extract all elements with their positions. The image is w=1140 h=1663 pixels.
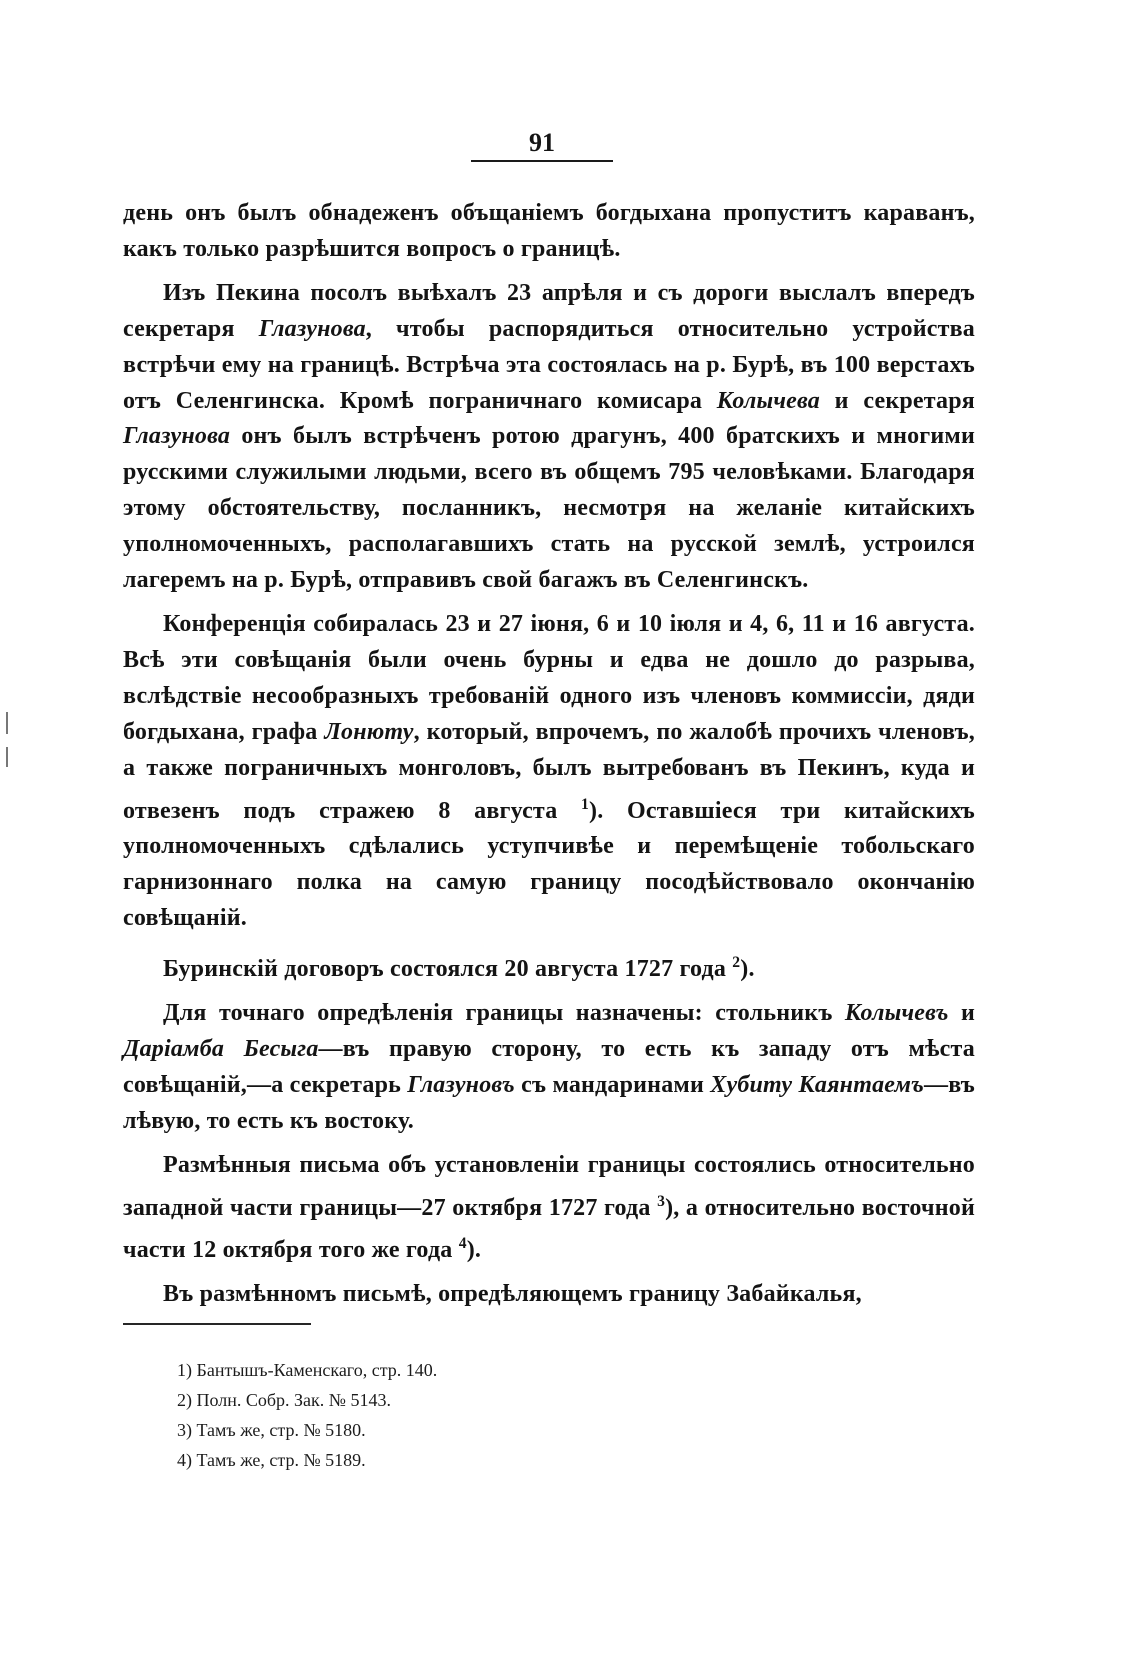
paragraph-6 [123, 1148, 975, 1270]
italic-name: Даріамба Бесыга [123, 1035, 319, 1062]
text-run: ). [740, 956, 755, 983]
text-run: , чтобы распорядиться относительно устройства встрѣчи ему на границѣ. Встрѣча эта состоялась на р. Бурѣ, въ 100 верстахъ отъ Селенгинска. Кромѣ пограничнаго комисара [123, 315, 975, 414]
text-run: , который, впрочемъ, по жалобѣ прочихъ членовъ, а также пограничныхъ монголовъ, былъ вытребованъ въ Пекинъ, куда и отвезенъ подъ стражею 8 августа [123, 718, 975, 824]
text-run: Конференція собиралась 23 и 27 іюня, 6 и 10 іюля и 4, 6, 11 и 16 августа. Всѣ эти совѣщанія были очень бурны и едва не дошло до разрыва, вслѣдствіе несообразныхъ требованій одного изъ членовъ коммиссіи, дяди богдыхана, графа [123, 610, 975, 745]
footnote-mark: 2) [177, 1390, 192, 1410]
paragraph-4 [123, 945, 975, 988]
italic-name: Лонюту [324, 718, 414, 745]
text-run: —въ правую сторону, то есть къ западу отъ мѣста совѣщаній,—а секретарь [123, 1035, 975, 1098]
text-run: онъ былъ встрѣченъ ротою драгунъ, 400 братскихъ и многими русскими служилыми людьми, всего въ общемъ 795 человѣками. Благодаря этому обстоятельству, посланникъ, несмотря на желаніе китайскихъ уполномоченныхъ, располагавшихъ стать на русской землѣ, устроился лагеремъ на р. Бурѣ, отправивъ свой багажъ въ Селенгинскъ. [123, 423, 975, 594]
footnote-text: Бантышъ-Каменскаго, стр. 140. [196, 1360, 438, 1380]
page-number-rule [471, 160, 613, 162]
text-run: Изъ Пекина посолъ выѣхалъ 23 апрѣля и съ дороги выслалъ впередъ секретаря [123, 279, 975, 342]
footnote-2 [177, 1385, 777, 1415]
italic-name: Глазунова [123, 423, 231, 450]
paragraph-5 [123, 996, 975, 1140]
footnotes [177, 1355, 777, 1475]
footnote-3 [177, 1415, 777, 1445]
italic-name: Глазуновъ [407, 1071, 515, 1098]
paragraph-3 [123, 607, 975, 937]
footnote-4 [177, 1445, 777, 1475]
text-run: и секретаря [819, 387, 975, 414]
text-run: и [948, 1000, 975, 1027]
italic-name: Колычева [716, 387, 820, 414]
footnote-ref: 2 [732, 954, 741, 972]
scan-margin-mark [6, 747, 8, 767]
italic-name: Глазунова [258, 315, 366, 342]
paragraph-1: день онъ былъ обнадеженъ объщаніемъ богдыхана пропуститъ караванъ, какъ только разрѣшится вопросъ о границѣ. [123, 200, 975, 262]
text-run: Буринскій договоръ состоялся 20 августа 1727 года [163, 956, 733, 983]
text-run: Для точнаго опредѣленія границы назначены: стольникъ [163, 1000, 845, 1027]
footnote-text: Тамъ же, стр. № 5189. [196, 1450, 366, 1470]
footnote-mark: 4) [177, 1450, 192, 1470]
footnote-text: Тамъ же, стр. № 5180. [196, 1420, 366, 1440]
text-run: съ мандаринами [514, 1071, 711, 1098]
italic-name: Хубиту Каянтаемъ [710, 1071, 925, 1098]
footnote-ref: 3 [657, 1192, 666, 1210]
italic-name: Колычевъ [844, 1000, 949, 1027]
footnote-mark: 3) [177, 1420, 192, 1440]
footnote-1 [177, 1355, 777, 1385]
text-run: ), а относительно восточной части 12 октября того же года [123, 1194, 975, 1264]
text-run: ). Оставшіеся три китайскихъ уполномоченныхъ сдѣлались уступчивѣе и перемѣщеніе тобольскаго гарнизоннаго полка на самую границу посодѣйствовало окончанію совѣщаній. [123, 797, 975, 932]
text-run: Размѣнныя письма объ установленіи границы состоялись относительно западной части границы—27 октября 1727 года [123, 1151, 975, 1221]
footnote-rule [123, 1323, 311, 1325]
text-run: —въ лѣвую, то есть къ востоку. [123, 1071, 975, 1134]
footnote-text: Полн. Собр. Зак. № 5143. [196, 1390, 391, 1410]
scan-margin-mark [6, 712, 8, 734]
footnote-ref: 1 [581, 795, 590, 813]
page-number: 91 [529, 128, 555, 157]
text-run: ). [466, 1237, 482, 1264]
paragraph-7: Въ размѣнномъ письмѣ, опредѣляющемъ границу Забайкалья, [163, 1281, 862, 1308]
body-text [123, 196, 975, 1321]
paragraph-2 [123, 276, 975, 599]
footnote-mark: 1) [177, 1360, 192, 1380]
footnote-ref: 4 [458, 1235, 467, 1253]
